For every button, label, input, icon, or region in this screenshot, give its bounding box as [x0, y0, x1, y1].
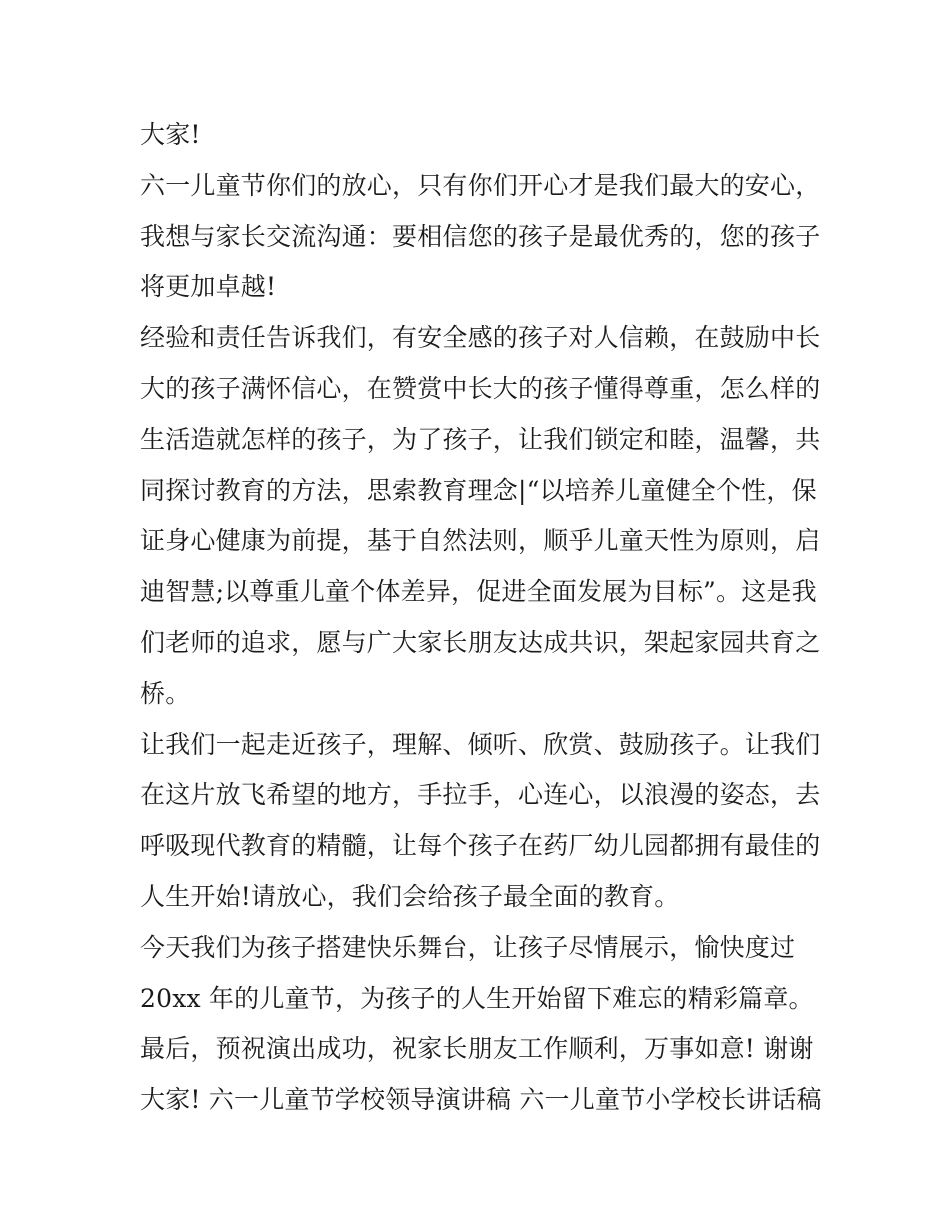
text-line: 20xx 年的儿童节，为孩子的人生开始留下难忘的精彩篇章。	[140, 983, 814, 1013]
text-line: 大的孩子满怀信心，在赞赏中长大的孩子懂得尊重，怎么样的	[140, 373, 821, 403]
text-line: 呼吸现代教育的精髓，让每个孩子在药厂幼儿园都拥有最佳的	[140, 831, 821, 861]
text-line: 生活造就怎样的孩子，为了孩子，让我们锁定和睦，温馨，共	[140, 424, 821, 454]
text-line: 人生开始!请放心，我们会给孩子最全面的教育。	[140, 881, 680, 911]
text-line: 同探讨教育的方法，思索教育理念|“以培养儿童健全个性，保	[140, 475, 817, 505]
text-line: 大家!	[140, 120, 201, 149]
text-line: 今天我们为孩子搭建快乐舞台，让孩子尽情展示，愉快度过	[140, 932, 796, 962]
text-line: 最后，预祝演出成功，祝家长朋友工作顺利，万事如意! 谢谢	[140, 1034, 814, 1064]
text-line: 经验和责任告诉我们，有安全感的孩子对人信赖，在鼓励中长	[140, 323, 821, 353]
text-line: 让我们一起走近孩子，理解、倾听、欣赏、鼓励孩子。让我们	[140, 729, 821, 759]
text-line: 迪智慧;以尊重儿童个体差异，促进全面发展为目标”。这是我	[140, 577, 817, 607]
text-line: 六一儿童节你们的放心，只有你们开心才是我们最大的安心，	[140, 170, 821, 200]
text-line: 我想与家长交流沟通：要相信您的孩子是最优秀的，您的孩子	[140, 221, 821, 251]
text-line: 在这片放飞希望的地方，手拉手，心连心，以浪漫的姿态，去	[140, 780, 821, 810]
text-line: 们老师的追求，愿与广大家长朋友达成共识，架起家园共育之	[140, 627, 821, 657]
text-line: 将更加卓越!	[140, 272, 277, 302]
text-line: 证身心健康为前提，基于自然法则，顺乎儿童天性为原则，启	[140, 526, 821, 556]
document-body	[140, 110, 820, 1126]
text-line: 大家! 六一儿童节学校领导演讲稿 六一儿童节小学校长讲话稿	[140, 1085, 822, 1115]
text-line: 桥。	[140, 678, 191, 708]
